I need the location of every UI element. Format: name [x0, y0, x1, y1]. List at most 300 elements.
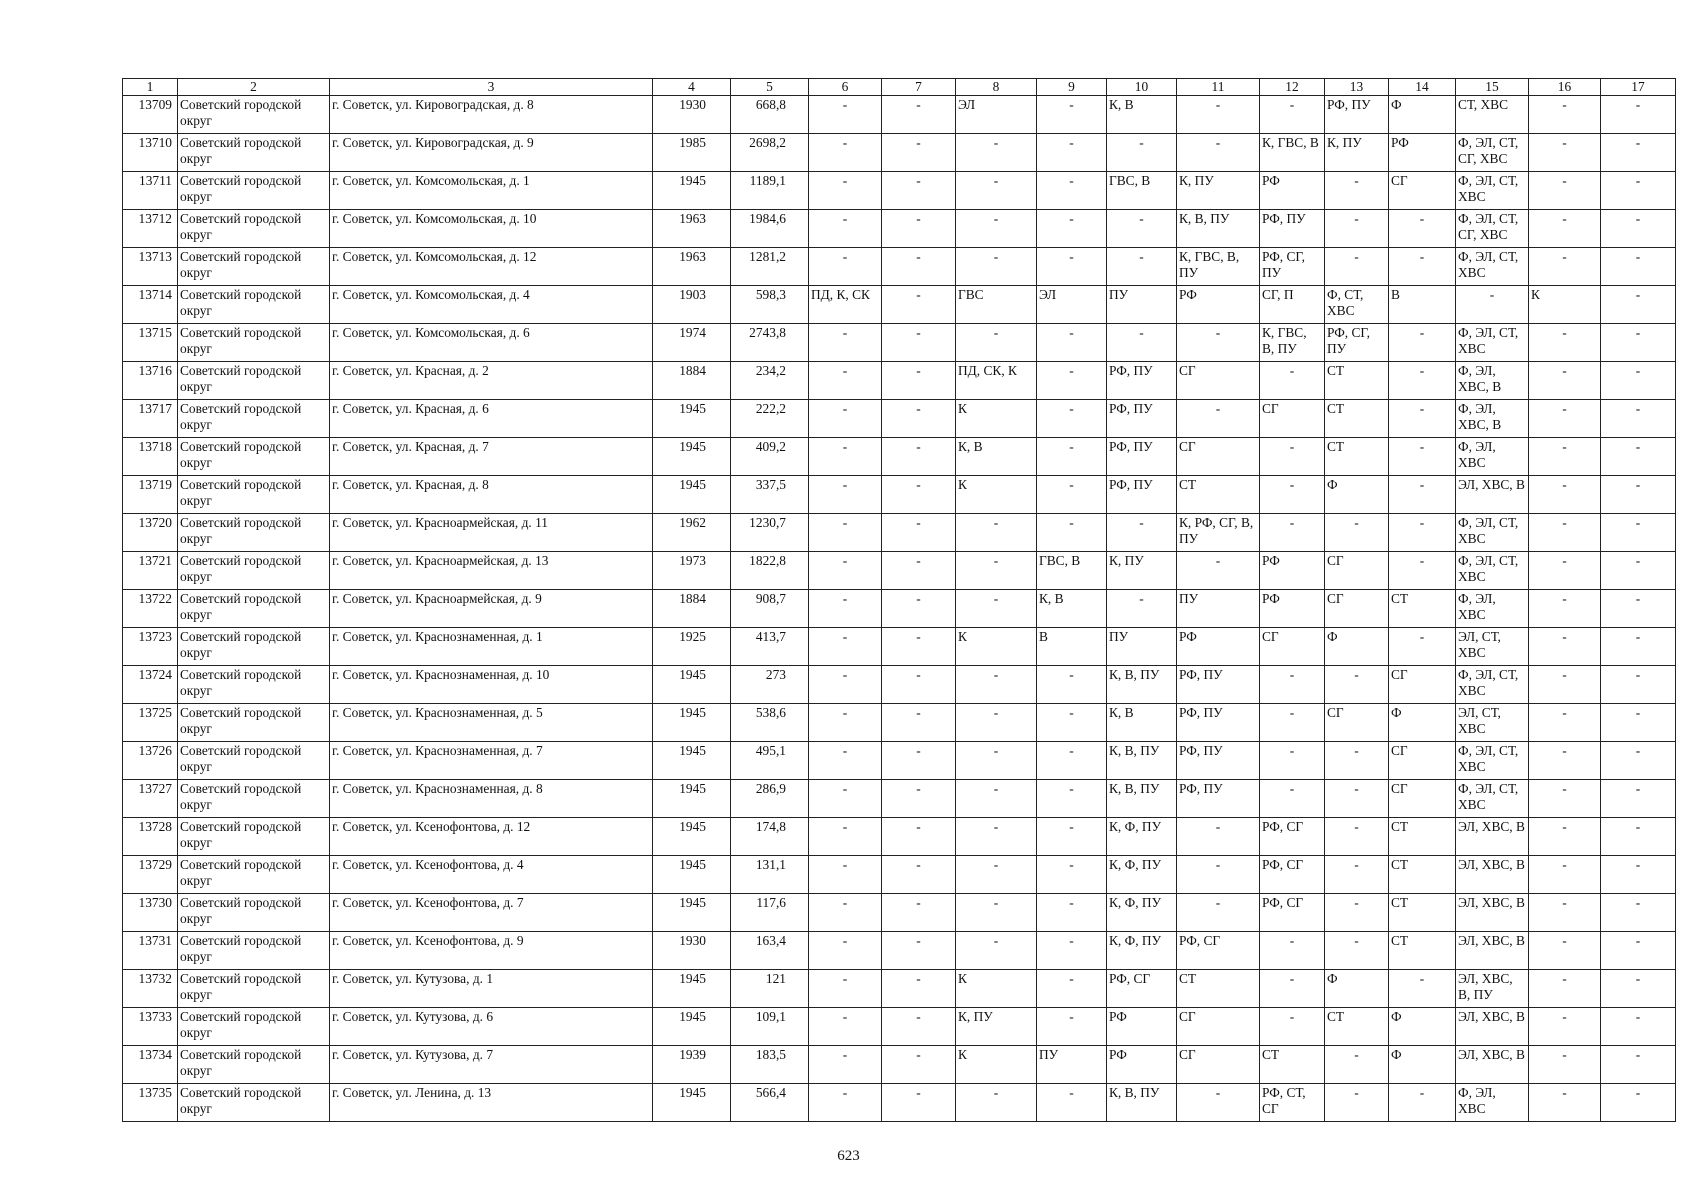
column-header-10: 10: [1107, 79, 1177, 96]
cell-col-7: -: [882, 286, 956, 324]
cell-col-8: ГВС: [956, 286, 1037, 324]
cell-col-6: -: [809, 248, 882, 286]
cell-col-7: -: [882, 552, 956, 590]
cell-col-11: К, В, ПУ: [1177, 210, 1260, 248]
cell-address: г. Советск, ул. Краснознаменная, д. 8: [330, 780, 653, 818]
cell-col-14: СГ: [1389, 780, 1456, 818]
cell-col-9: -: [1037, 362, 1107, 400]
cell-col-12: -: [1260, 932, 1325, 970]
cell-col-8: -: [956, 514, 1037, 552]
cell-year-built: 1945: [653, 172, 731, 210]
cell-col-16: К: [1529, 286, 1601, 324]
cell-col-8: ЭЛ: [956, 96, 1037, 134]
cell-col-16: -: [1529, 932, 1601, 970]
cell-col-6: -: [809, 628, 882, 666]
cell-col-14: СТ: [1389, 932, 1456, 970]
cell-year-built: 1945: [653, 818, 731, 856]
cell-record-number: 13709: [123, 96, 178, 134]
table-row: [123, 172, 1676, 210]
cell-col-8: -: [956, 894, 1037, 932]
cell-col-17: -: [1601, 742, 1676, 780]
cell-municipality: Советский городской округ: [178, 362, 330, 400]
cell-year-built: 1945: [653, 400, 731, 438]
cell-col-15: Ф, ЭЛ, ХВС: [1456, 1084, 1529, 1122]
cell-year-built: 1945: [653, 856, 731, 894]
cell-col-12: -: [1260, 666, 1325, 704]
cell-col-9: -: [1037, 400, 1107, 438]
cell-col-9: -: [1037, 96, 1107, 134]
cell-year-built: 1939: [653, 1046, 731, 1084]
column-header-4: 4: [653, 79, 731, 96]
cell-col-11: РФ: [1177, 286, 1260, 324]
cell-municipality: Советский городской округ: [178, 210, 330, 248]
cell-record-number: 13724: [123, 666, 178, 704]
cell-col-14: Ф: [1389, 704, 1456, 742]
cell-col-12: РФ, ПУ: [1260, 210, 1325, 248]
cell-year-built: 1945: [653, 666, 731, 704]
cell-col-9: ПУ: [1037, 1046, 1107, 1084]
table-row: [123, 704, 1676, 742]
table-row: [123, 970, 1676, 1008]
cell-col-16: -: [1529, 400, 1601, 438]
cell-col-11: К, ГВС, В, ПУ: [1177, 248, 1260, 286]
cell-col-10: -: [1107, 134, 1177, 172]
cell-col-6: -: [809, 476, 882, 514]
cell-col-14: СГ: [1389, 742, 1456, 780]
table-row: [123, 286, 1676, 324]
column-header-9: 9: [1037, 79, 1107, 96]
cell-address: г. Советск, ул. Кутузова, д. 1: [330, 970, 653, 1008]
cell-col-12: РФ, СГ: [1260, 856, 1325, 894]
cell-col-17: -: [1601, 210, 1676, 248]
column-header-14: 14: [1389, 79, 1456, 96]
cell-col-15: ЭЛ, СТ, ХВС: [1456, 628, 1529, 666]
cell-address: г. Советск, ул. Комсомольская, д. 10: [330, 210, 653, 248]
cell-col-8: -: [956, 134, 1037, 172]
cell-municipality: Советский городской округ: [178, 1008, 330, 1046]
cell-col-13: Ф, СТ, ХВС: [1325, 286, 1389, 324]
cell-municipality: Советский городской округ: [178, 324, 330, 362]
cell-col-11: РФ, СГ: [1177, 932, 1260, 970]
cell-col-15: Ф, ЭЛ, СТ, СГ, ХВС: [1456, 134, 1529, 172]
cell-col-7: -: [882, 172, 956, 210]
cell-address: г. Советск, ул. Красноармейская, д. 11: [330, 514, 653, 552]
cell-col-16: -: [1529, 552, 1601, 590]
cell-year-built: 1945: [653, 970, 731, 1008]
cell-col-6: -: [809, 932, 882, 970]
cell-record-number: 13722: [123, 590, 178, 628]
cell-col-13: -: [1325, 818, 1389, 856]
cell-col-15: ЭЛ, ХВС, В: [1456, 1046, 1529, 1084]
cell-municipality: Советский городской округ: [178, 96, 330, 134]
cell-col-10: РФ, ПУ: [1107, 476, 1177, 514]
cell-col-15: ЭЛ, СТ, ХВС: [1456, 704, 1529, 742]
cell-col-14: СТ: [1389, 894, 1456, 932]
cell-col-17: -: [1601, 856, 1676, 894]
cell-col-8: -: [956, 210, 1037, 248]
cell-col-8: -: [956, 552, 1037, 590]
cell-record-number: 13723: [123, 628, 178, 666]
table-row: [123, 476, 1676, 514]
cell-col-11: -: [1177, 400, 1260, 438]
cell-col-14: -: [1389, 210, 1456, 248]
cell-address: г. Советск, ул. Красная, д. 6: [330, 400, 653, 438]
cell-year-built: 1903: [653, 286, 731, 324]
cell-year-built: 1963: [653, 248, 731, 286]
cell-col-7: -: [882, 704, 956, 742]
cell-col-15: СТ, ХВС: [1456, 96, 1529, 134]
cell-col-8: -: [956, 742, 1037, 780]
cell-col-7: -: [882, 400, 956, 438]
cell-col-11: СТ: [1177, 970, 1260, 1008]
cell-record-number: 13713: [123, 248, 178, 286]
cell-col-8: -: [956, 818, 1037, 856]
cell-col-17: -: [1601, 514, 1676, 552]
cell-col-11: РФ, ПУ: [1177, 666, 1260, 704]
cell-col-16: -: [1529, 324, 1601, 362]
cell-col-8: -: [956, 856, 1037, 894]
cell-col-16: -: [1529, 818, 1601, 856]
cell-col-14: -: [1389, 324, 1456, 362]
cell-col-13: К, ПУ: [1325, 134, 1389, 172]
cell-col-17: -: [1601, 818, 1676, 856]
cell-municipality: Советский городской округ: [178, 970, 330, 1008]
cell-col-15: Ф, ЭЛ, ХВС, В: [1456, 400, 1529, 438]
cell-col-11: РФ, ПУ: [1177, 742, 1260, 780]
cell-municipality: Советский городской округ: [178, 172, 330, 210]
cell-record-number: 13725: [123, 704, 178, 742]
cell-col-12: РФ, СТ, СГ: [1260, 1084, 1325, 1122]
cell-year-built: 1962: [653, 514, 731, 552]
cell-col-15: Ф, ЭЛ, СТ, ХВС: [1456, 248, 1529, 286]
cell-col-10: К, ПУ: [1107, 552, 1177, 590]
cell-col-8: К: [956, 400, 1037, 438]
cell-col-9: ГВС, В: [1037, 552, 1107, 590]
cell-municipality: Советский городской округ: [178, 438, 330, 476]
column-header-12: 12: [1260, 79, 1325, 96]
cell-area: 908,7: [731, 590, 809, 628]
cell-col-7: -: [882, 590, 956, 628]
table-row: [123, 552, 1676, 590]
cell-col-10: ГВС, В: [1107, 172, 1177, 210]
cell-col-11: -: [1177, 894, 1260, 932]
cell-col-16: -: [1529, 742, 1601, 780]
cell-address: г. Советск, ул. Краснознаменная, д. 1: [330, 628, 653, 666]
cell-year-built: 1884: [653, 362, 731, 400]
cell-col-10: К, Ф, ПУ: [1107, 894, 1177, 932]
cell-record-number: 13727: [123, 780, 178, 818]
cell-col-6: -: [809, 666, 882, 704]
cell-col-14: -: [1389, 400, 1456, 438]
cell-year-built: 1930: [653, 932, 731, 970]
cell-area: 2698,2: [731, 134, 809, 172]
table-row: [123, 1008, 1676, 1046]
cell-col-13: Ф: [1325, 970, 1389, 1008]
cell-municipality: Советский городской округ: [178, 894, 330, 932]
cell-address: г. Советск, ул. Комсомольская, д. 1: [330, 172, 653, 210]
cell-col-17: -: [1601, 134, 1676, 172]
cell-col-16: -: [1529, 476, 1601, 514]
cell-col-12: СГ: [1260, 628, 1325, 666]
cell-col-6: -: [809, 742, 882, 780]
cell-area: 1822,8: [731, 552, 809, 590]
cell-col-16: -: [1529, 134, 1601, 172]
cell-col-11: -: [1177, 134, 1260, 172]
table-row: [123, 514, 1676, 552]
cell-col-11: РФ, ПУ: [1177, 780, 1260, 818]
cell-municipality: Советский городской округ: [178, 134, 330, 172]
cell-col-16: -: [1529, 1008, 1601, 1046]
cell-col-8: -: [956, 590, 1037, 628]
cell-municipality: Советский городской округ: [178, 248, 330, 286]
cell-col-6: -: [809, 1046, 882, 1084]
table-row: [123, 742, 1676, 780]
table-row: [123, 894, 1676, 932]
cell-col-13: Ф: [1325, 476, 1389, 514]
cell-year-built: 1945: [653, 704, 731, 742]
cell-col-10: -: [1107, 210, 1177, 248]
cell-col-8: -: [956, 172, 1037, 210]
cell-col-11: СГ: [1177, 438, 1260, 476]
cell-col-16: -: [1529, 172, 1601, 210]
cell-col-16: -: [1529, 628, 1601, 666]
cell-col-6: -: [809, 172, 882, 210]
cell-municipality: Советский городской округ: [178, 286, 330, 324]
cell-col-12: -: [1260, 1008, 1325, 1046]
cell-col-17: -: [1601, 438, 1676, 476]
cell-record-number: 13719: [123, 476, 178, 514]
cell-col-6: -: [809, 362, 882, 400]
cell-col-12: -: [1260, 970, 1325, 1008]
table-row: [123, 666, 1676, 704]
cell-col-14: -: [1389, 628, 1456, 666]
cell-col-11: -: [1177, 96, 1260, 134]
cell-col-9: -: [1037, 780, 1107, 818]
cell-col-12: РФ, СГ: [1260, 894, 1325, 932]
cell-municipality: Советский городской округ: [178, 780, 330, 818]
cell-address: г. Советск, ул. Краснознаменная, д. 5: [330, 704, 653, 742]
cell-col-11: -: [1177, 324, 1260, 362]
cell-col-14: В: [1389, 286, 1456, 324]
cell-col-13: -: [1325, 1046, 1389, 1084]
cell-col-14: -: [1389, 362, 1456, 400]
cell-col-15: ЭЛ, ХВС, В: [1456, 856, 1529, 894]
cell-col-15: ЭЛ, ХВС, В: [1456, 932, 1529, 970]
cell-address: г. Советск, ул. Комсомольская, д. 6: [330, 324, 653, 362]
cell-year-built: 1930: [653, 96, 731, 134]
cell-address: г. Советск, ул. Ксенофонтова, д. 7: [330, 894, 653, 932]
cell-col-16: -: [1529, 210, 1601, 248]
column-header-8: 8: [956, 79, 1037, 96]
cell-address: г. Советск, ул. Кировоградская, д. 8: [330, 96, 653, 134]
table-row: [123, 324, 1676, 362]
cell-col-8: -: [956, 248, 1037, 286]
cell-col-15: ЭЛ, ХВС, В: [1456, 818, 1529, 856]
cell-col-7: -: [882, 818, 956, 856]
cell-municipality: Советский городской округ: [178, 932, 330, 970]
cell-year-built: 1945: [653, 1008, 731, 1046]
cell-col-17: -: [1601, 704, 1676, 742]
cell-col-16: -: [1529, 96, 1601, 134]
cell-area: 538,6: [731, 704, 809, 742]
cell-col-11: СГ: [1177, 362, 1260, 400]
cell-year-built: 1884: [653, 590, 731, 628]
table-row: [123, 932, 1676, 970]
table-row: [123, 400, 1676, 438]
cell-col-9: -: [1037, 818, 1107, 856]
cell-col-7: -: [882, 514, 956, 552]
cell-col-8: К: [956, 476, 1037, 514]
cell-col-16: -: [1529, 970, 1601, 1008]
cell-col-15: Ф, ЭЛ, СТ, ХВС: [1456, 742, 1529, 780]
cell-col-6: -: [809, 210, 882, 248]
cell-area: 598,3: [731, 286, 809, 324]
cell-col-13: -: [1325, 894, 1389, 932]
cell-col-9: -: [1037, 324, 1107, 362]
cell-col-9: -: [1037, 172, 1107, 210]
cell-year-built: 1945: [653, 894, 731, 932]
cell-record-number: 13711: [123, 172, 178, 210]
cell-col-10: К, Ф, ПУ: [1107, 818, 1177, 856]
cell-col-7: -: [882, 362, 956, 400]
cell-col-17: -: [1601, 248, 1676, 286]
cell-municipality: Советский городской округ: [178, 400, 330, 438]
cell-col-10: К, Ф, ПУ: [1107, 856, 1177, 894]
cell-col-7: -: [882, 210, 956, 248]
cell-address: г. Советск, ул. Краснознаменная, д. 10: [330, 666, 653, 704]
cell-area: 286,9: [731, 780, 809, 818]
cell-col-12: -: [1260, 742, 1325, 780]
cell-col-10: К, В: [1107, 704, 1177, 742]
cell-col-16: -: [1529, 514, 1601, 552]
cell-col-9: -: [1037, 932, 1107, 970]
table-row: [123, 1084, 1676, 1122]
column-header-13: 13: [1325, 79, 1389, 96]
cell-col-10: К, В, ПУ: [1107, 742, 1177, 780]
cell-col-8: -: [956, 666, 1037, 704]
cell-col-14: СТ: [1389, 856, 1456, 894]
cell-col-7: -: [882, 1008, 956, 1046]
cell-col-17: -: [1601, 970, 1676, 1008]
cell-col-10: РФ: [1107, 1008, 1177, 1046]
cell-municipality: Советский городской округ: [178, 704, 330, 742]
cell-col-10: ПУ: [1107, 286, 1177, 324]
table-row: [123, 1046, 1676, 1084]
cell-col-17: -: [1601, 1084, 1676, 1122]
cell-col-9: К, В: [1037, 590, 1107, 628]
cell-area: 234,2: [731, 362, 809, 400]
column-header-16: 16: [1529, 79, 1601, 96]
cell-col-8: К, В: [956, 438, 1037, 476]
cell-col-17: -: [1601, 96, 1676, 134]
cell-col-7: -: [882, 628, 956, 666]
cell-col-9: В: [1037, 628, 1107, 666]
cell-col-7: -: [882, 324, 956, 362]
table-row: [123, 210, 1676, 248]
cell-area: 1189,1: [731, 172, 809, 210]
cell-record-number: 13717: [123, 400, 178, 438]
cell-col-12: -: [1260, 704, 1325, 742]
cell-col-13: -: [1325, 1084, 1389, 1122]
cell-col-16: -: [1529, 1084, 1601, 1122]
cell-col-6: -: [809, 894, 882, 932]
cell-col-14: -: [1389, 552, 1456, 590]
cell-col-13: -: [1325, 856, 1389, 894]
cell-col-10: К, В, ПУ: [1107, 1084, 1177, 1122]
cell-col-10: -: [1107, 324, 1177, 362]
cell-area: 413,7: [731, 628, 809, 666]
cell-year-built: 1985: [653, 134, 731, 172]
cell-col-15: -: [1456, 286, 1529, 324]
cell-col-17: -: [1601, 172, 1676, 210]
cell-col-12: РФ: [1260, 172, 1325, 210]
cell-year-built: 1945: [653, 476, 731, 514]
cell-year-built: 1945: [653, 1084, 731, 1122]
cell-col-13: СТ: [1325, 362, 1389, 400]
cell-col-7: -: [882, 248, 956, 286]
cell-col-7: -: [882, 438, 956, 476]
cell-col-13: РФ, СГ, ПУ: [1325, 324, 1389, 362]
cell-col-17: -: [1601, 400, 1676, 438]
cell-col-17: -: [1601, 286, 1676, 324]
cell-col-12: -: [1260, 362, 1325, 400]
cell-address: г. Советск, ул. Красная, д. 2: [330, 362, 653, 400]
cell-col-17: -: [1601, 666, 1676, 704]
cell-col-9: -: [1037, 666, 1107, 704]
cell-col-6: -: [809, 856, 882, 894]
cell-col-11: СГ: [1177, 1046, 1260, 1084]
cell-col-10: РФ, ПУ: [1107, 362, 1177, 400]
cell-col-12: -: [1260, 780, 1325, 818]
cell-area: 183,5: [731, 1046, 809, 1084]
cell-municipality: Советский городской округ: [178, 514, 330, 552]
cell-col-15: Ф, ЭЛ, ХВС: [1456, 590, 1529, 628]
cell-address: г. Советск, ул. Комсомольская, д. 12: [330, 248, 653, 286]
cell-record-number: 13726: [123, 742, 178, 780]
cell-col-8: ПД, СК, К: [956, 362, 1037, 400]
column-header-2: 2: [178, 79, 330, 96]
cell-col-8: К: [956, 628, 1037, 666]
cell-col-12: СГ, П: [1260, 286, 1325, 324]
cell-record-number: 13710: [123, 134, 178, 172]
cell-col-14: -: [1389, 1084, 1456, 1122]
cell-col-10: К, В: [1107, 96, 1177, 134]
cell-col-16: -: [1529, 248, 1601, 286]
cell-col-17: -: [1601, 324, 1676, 362]
cell-address: г. Советск, ул. Красноармейская, д. 9: [330, 590, 653, 628]
cell-col-9: -: [1037, 210, 1107, 248]
cell-col-15: Ф, ЭЛ, СТ, ХВС: [1456, 172, 1529, 210]
cell-col-15: ЭЛ, ХВС, В: [1456, 1008, 1529, 1046]
cell-col-10: -: [1107, 514, 1177, 552]
cell-col-9: -: [1037, 1084, 1107, 1122]
cell-col-12: СТ: [1260, 1046, 1325, 1084]
cell-col-6: -: [809, 780, 882, 818]
cell-record-number: 13734: [123, 1046, 178, 1084]
register-table: [122, 78, 1676, 1122]
cell-col-6: -: [809, 818, 882, 856]
cell-record-number: 13715: [123, 324, 178, 362]
cell-col-17: -: [1601, 932, 1676, 970]
cell-col-13: -: [1325, 514, 1389, 552]
cell-record-number: 13712: [123, 210, 178, 248]
table-body: [123, 96, 1676, 1122]
cell-col-7: -: [882, 856, 956, 894]
cell-col-8: -: [956, 324, 1037, 362]
cell-address: г. Советск, ул. Ленина, д. 13: [330, 1084, 653, 1122]
cell-col-6: -: [809, 970, 882, 1008]
cell-col-15: Ф, ЭЛ, СТ, ХВС: [1456, 666, 1529, 704]
